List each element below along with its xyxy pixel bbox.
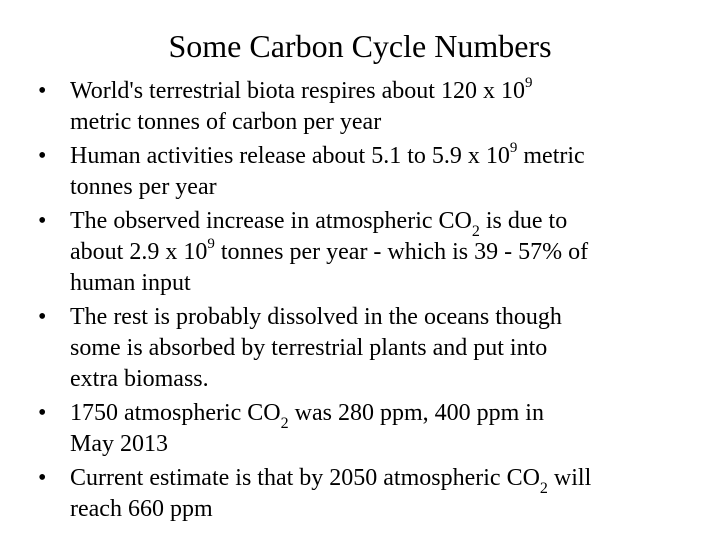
bullet-icon: • [38,78,47,104]
bullet-text: is due to [479,208,568,234]
subscript: 2 [471,222,480,240]
bullet-line: tonnes per year [70,174,217,200]
bullet-line [70,463,698,497]
bullet-list [38,76,698,525]
bullet-text: The observed increase in atmospheric CO [70,208,472,234]
slide-title: Some Carbon Cycle Numbers [168,28,552,64]
bullet-icon: • [38,208,47,234]
bullet-text: tonnes per year - which is 39 - 57% of [214,239,589,265]
bullet-icon: • [38,143,47,169]
bullet-line: some is absorbed by terrestrial plants and put into [70,335,548,361]
bullet-line: extra biomass. [70,366,209,392]
bullet-text: World's terrestrial biota respires about 120 x 10 [70,78,525,104]
bullet-line [70,398,698,432]
bullet-item-biota-respiration [38,76,698,138]
superscript: 9 [524,75,533,91]
bullet-text: 1750 atmospheric CO [70,400,281,426]
bullet-icon: • [38,400,47,426]
bullet-line: reach 660 ppm [70,496,213,522]
bullet-line [70,206,698,240]
bullet-text: Current estimate is that by 2050 atmospheric CO [70,465,540,491]
bullet-item-observed-increase [38,206,698,299]
bullet-item-2050-estimate [38,463,698,525]
bullet-icon: • [38,304,47,330]
bullet-line [70,141,698,172]
bullet-text: metric [517,143,585,169]
bullet-text: about 2.9 x 10 [70,239,208,265]
bullet-icon: • [38,465,47,491]
superscript: 9 [207,236,215,252]
bullet-line: The rest is probably dissolved in the oceans though [70,304,562,330]
bullet-text: Human activities release about 5.1 to 5.9 x 10 [70,143,510,169]
bullet-line [70,76,698,107]
bullet-line: human input [70,270,191,296]
bullet-item-human-release [38,141,698,203]
bullet-text: was 280 ppm, 400 ppm in [288,400,544,426]
bullet-item-ocean-dissolved [38,302,698,395]
bullet-line [70,237,698,268]
bullet-text: will [547,465,592,491]
bullet-item-co2-1750 [38,398,698,460]
superscript: 9 [509,140,518,156]
subscript: 2 [539,479,548,497]
subscript: 2 [280,414,289,432]
bullet-line: metric tonnes of carbon per year [70,109,382,135]
bullet-line: May 2013 [70,431,168,457]
